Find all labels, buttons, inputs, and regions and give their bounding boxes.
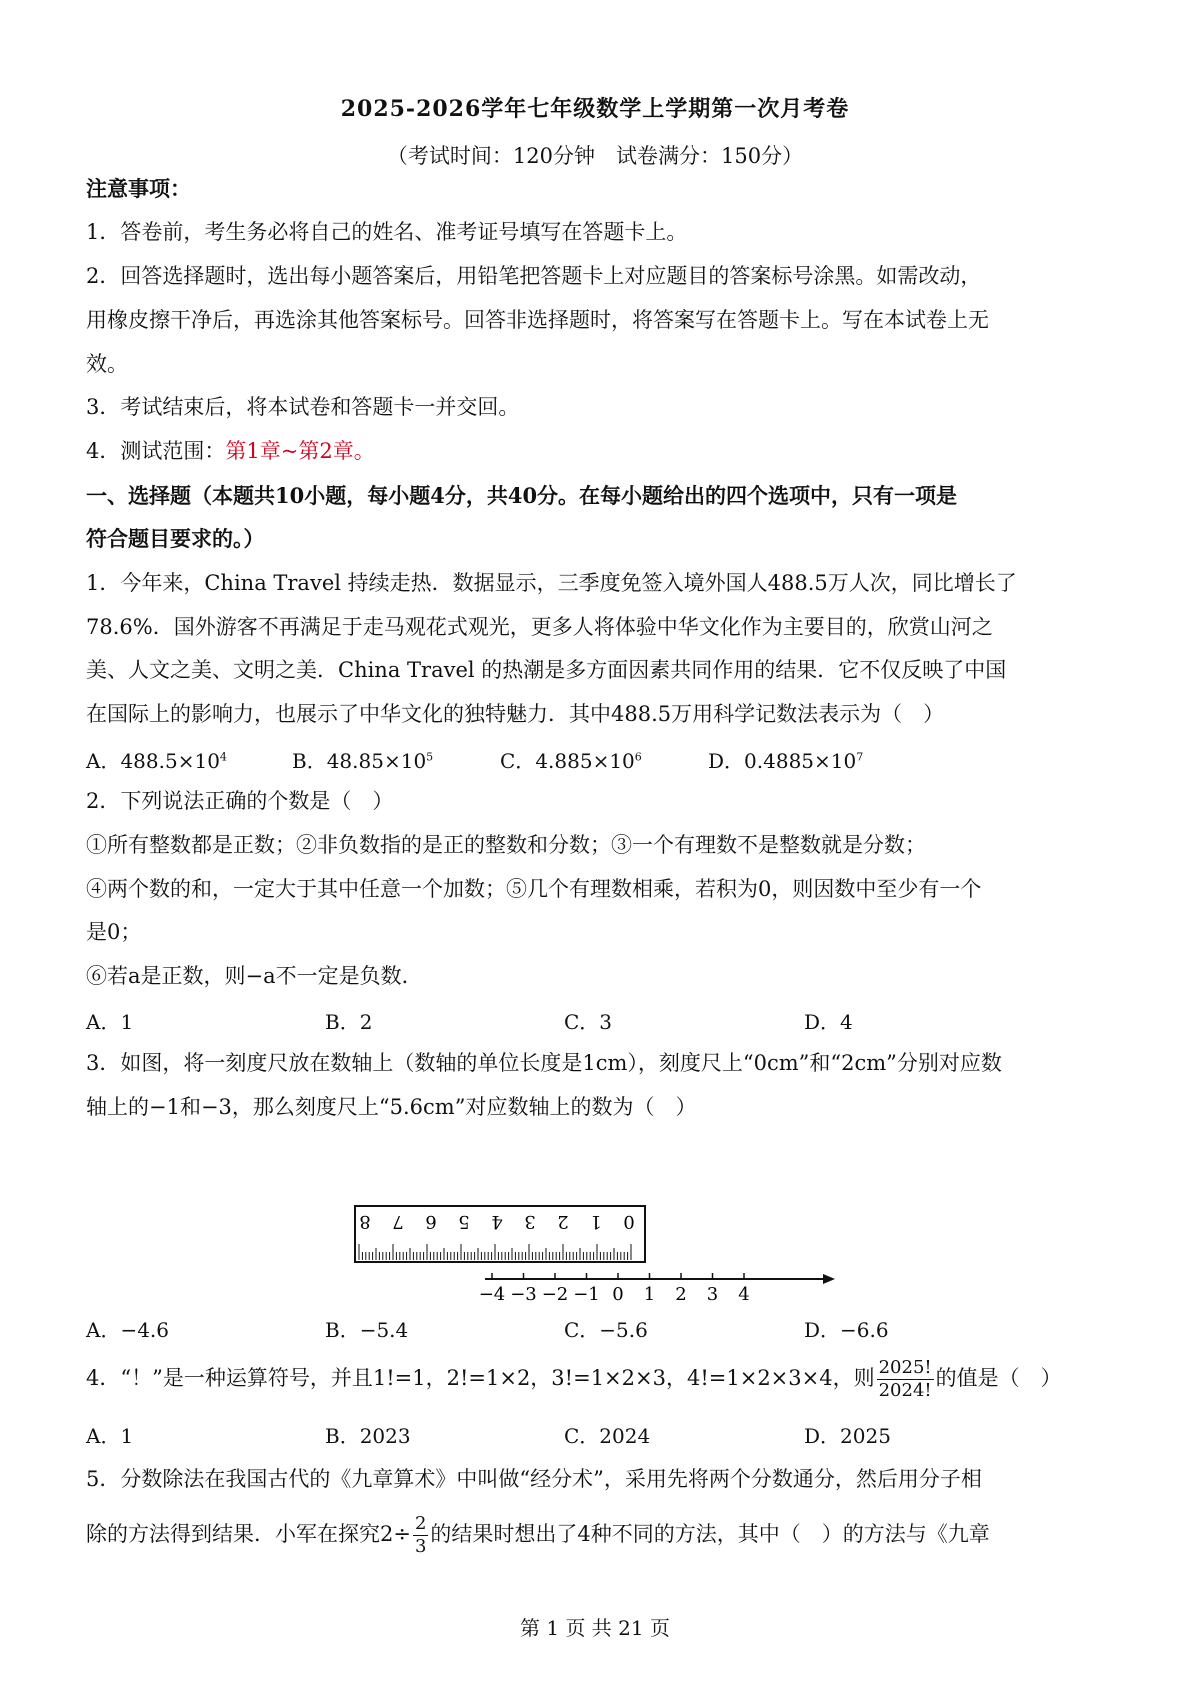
note-2a: 2．回答选择题时，选出每小题答案后，用铅笔把答题卡上对应题目的答案标号涂黑。如需改动，	[86, 264, 982, 288]
ruler-digit: 8	[359, 1211, 371, 1232]
axis-tick-label: 4	[738, 1284, 750, 1305]
q4-line1	[86, 1354, 1106, 1402]
q2-line5: ⑥若a是正数，则−a不一定是负数．	[86, 964, 423, 988]
ruler-digit: 6	[425, 1211, 437, 1232]
axis-tick-label: −2	[541, 1284, 569, 1305]
section-1-heading-line2: 符合题目要求的。）	[86, 526, 265, 551]
q1-option-c: C．$4.885\times 10^6$	[500, 749, 642, 773]
ruler-digit: 5	[458, 1211, 470, 1232]
q2-option-d: D．4	[804, 1010, 853, 1034]
ruler-digit: 7	[392, 1211, 404, 1232]
q2-line4: 是0；	[86, 920, 142, 944]
axis-tick-label: 1	[643, 1284, 656, 1305]
q4-option-b: B．2023	[325, 1424, 411, 1448]
q5-fraction: $\frac{2}{3}$	[414, 1513, 427, 1557]
q4-option-d: D．2025	[804, 1424, 891, 1448]
ruler-digit: 2	[557, 1211, 569, 1232]
note-2b: 用橡皮擦干净后，再选涂其他答案标号。回答非选择题时，将答案写在答题卡上。写在本试卷上无	[86, 308, 989, 332]
q2-option-a: A．1	[86, 1010, 134, 1034]
ruler-number-line-figure	[340, 1204, 850, 1306]
q3-option-a: A．−4.6	[86, 1318, 170, 1342]
ruler-digit: 4	[491, 1211, 503, 1232]
q4-option-a: A．1	[86, 1424, 134, 1448]
axis-tick-label: 3	[706, 1284, 719, 1305]
ruler-digit: 1	[590, 1211, 602, 1232]
section-1-heading-line1: 一、选择题（本题共10小题，每小题4分，共40分。在每小题给出的四个选项中，只有一项是	[86, 483, 958, 508]
q5-text-post: 的结果时想出了4种不同的方法，其中（ ）的方法与《九章	[430, 1522, 990, 1546]
q2-line2: ①所有整数都是正数；②非负数指的是正的整数和分数；③一个有理数不是整数就是分数；	[86, 833, 926, 857]
q1-option-d: D．$0.4885\times 10^7$	[708, 749, 864, 773]
page-footer: 第 1 页 共 21 页	[520, 1616, 670, 1640]
axis-tick-label: 2	[675, 1284, 687, 1305]
q2-line3: ④两个数的和，一定大于其中任意一个加数；⑤几个有理数相乘，若积为0，则因数中至少有一个	[86, 877, 982, 901]
q1-line2: 78.6%．国外游客不再满足于走马观花式观光，更多人将体验中华文化作为主要目的，欣赏山河之	[86, 615, 993, 639]
q1-option-a: A．$488.5\times 10^4$	[86, 749, 227, 773]
axis-tick-label: −4	[478, 1284, 506, 1305]
notes-heading: 注意事项：	[86, 176, 191, 201]
q5-line2	[86, 1510, 1106, 1558]
note-1: 1．答卷前，考生务必将自己的姓名、准考证号填写在答题卡上。	[86, 220, 688, 244]
q5-line1: 5．分数除法在我国古代的《九章算术》中叫做“经分术”，采用先将两个分数通分，然后用分子相	[86, 1467, 982, 1491]
q3-option-b: B．−5.4	[325, 1318, 409, 1342]
axis-tick-label: 0	[612, 1284, 624, 1305]
axis-tick-label: −1	[573, 1284, 600, 1305]
note-4-prefix: 4．测试范围：	[86, 439, 226, 463]
q1-line4: 在国际上的影响力，也展示了中华文化的独特魅力．其中488.5万用科学记数法表示为（ ）	[86, 702, 945, 726]
ruler-digit: 3	[524, 1211, 536, 1232]
q2-line1: 2．下列说法正确的个数是（ ）	[86, 789, 394, 813]
q4-tail: 的值是（ ）	[935, 1366, 1062, 1390]
note-2c: 效。	[86, 352, 128, 376]
q3-line1: 3．如图，将一刻度尺放在数轴上（数轴的单位长度是1cm），刻度尺上“0cm”和“2cm”分别对应数	[86, 1051, 1002, 1075]
q2-option-c: C．3	[564, 1010, 613, 1034]
page-subtitle: （考试时间：120分钟 试卷满分：150分）	[386, 144, 804, 168]
page-title: 2025-2026学年七年级数学上学期第一次月考卷	[340, 96, 850, 122]
q1-line1: 1．今年来，China Travel 持续走热．数据显示，三季度免签入境外国人488.5万人次，同比增长了	[86, 571, 1017, 595]
q1-line3: 美、人文之美、文明之美．China Travel 的热潮是多方面因素共同作用的结果．它不仅反映了中国	[86, 658, 1007, 682]
note-3: 3．考试结束后，将本试卷和答题卡一并交回。	[86, 395, 520, 419]
q3-option-d: D．−6.6	[804, 1318, 889, 1342]
q4-option-c: C．2024	[564, 1424, 651, 1448]
q2-option-b: B．2	[325, 1010, 373, 1034]
axis-tick-label: −3	[510, 1284, 537, 1305]
ruler-digit: 0	[623, 1211, 635, 1232]
note-4-range: 第1章~第2章。	[225, 439, 375, 463]
q5-text-pre: 除的方法得到结果．小军在探究2÷	[86, 1522, 411, 1546]
q1-option-b: B．$48.85\times 10^5$	[292, 749, 434, 773]
q3-option-c: C．−5.6	[564, 1318, 648, 1342]
number-axis-arrow	[823, 1274, 835, 1284]
q4-fraction: $\frac{2025!}{2024!}$	[878, 1357, 932, 1401]
q4-text: 4．“！”是一种运算符号，并且1!=1，2!=1×2，3!=1×2×3，4!=1×2×3×4，则	[86, 1366, 875, 1390]
q3-line2: 轴上的−1和−3，那么刻度尺上“5.6cm”对应数轴上的数为（ ）	[86, 1095, 697, 1119]
note-4	[86, 437, 1106, 465]
